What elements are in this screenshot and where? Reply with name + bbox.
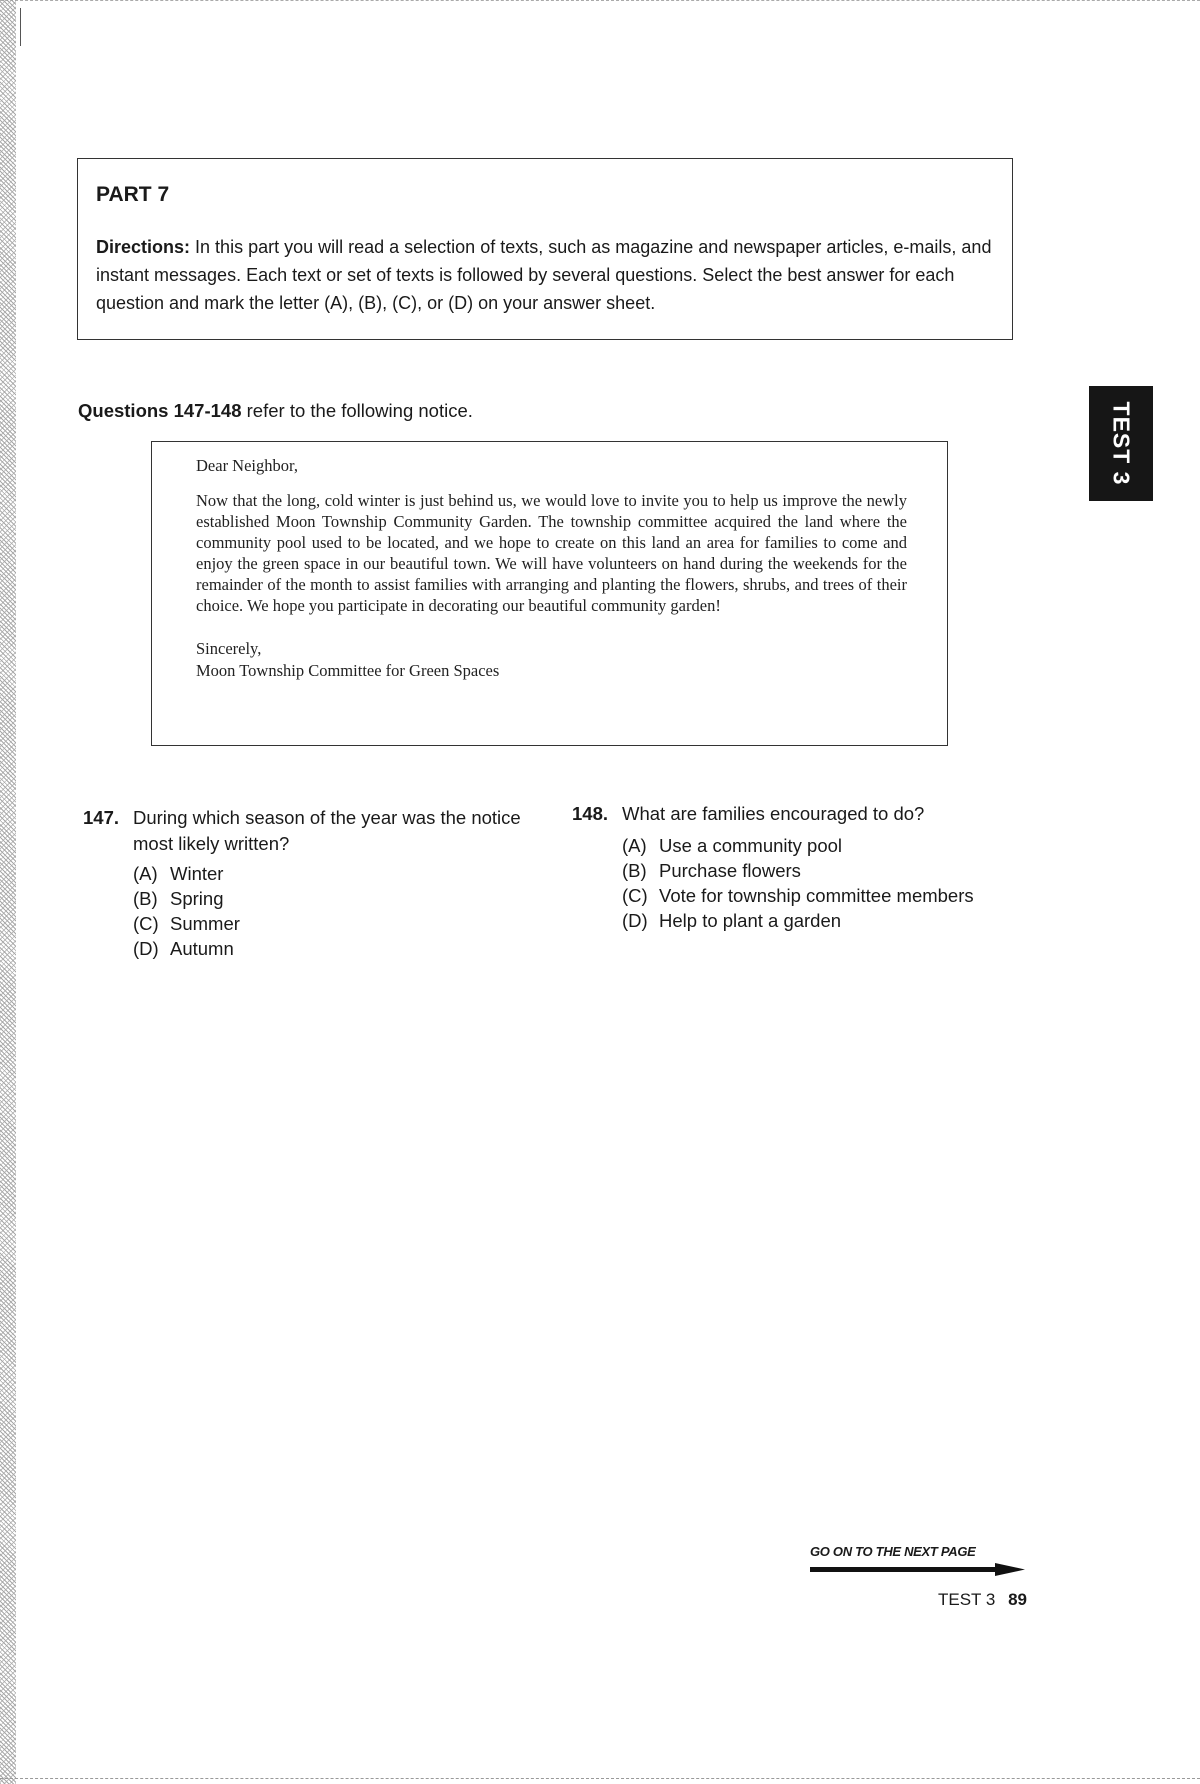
- option-letter: (C): [622, 885, 648, 906]
- notice-signature: Moon Township Committee for Green Spaces: [196, 661, 500, 680]
- right-arrow-icon: [810, 1563, 1025, 1577]
- option-d[interactable]: [622, 908, 1052, 933]
- option-c[interactable]: [622, 883, 1052, 908]
- option-b[interactable]: [622, 858, 1052, 883]
- question-header: [83, 805, 523, 857]
- option-text: Help to plant a garden: [659, 910, 842, 931]
- notice-box: [151, 441, 948, 746]
- part-title: PART 7: [96, 183, 170, 206]
- question-header: [572, 801, 1052, 827]
- next-page-label: GO ON TO THE NEXT PAGE: [810, 1544, 976, 1559]
- questions-range: Questions 147-148: [78, 400, 242, 421]
- notice-closing: [196, 638, 907, 682]
- notice-closing-line: Sincerely,: [196, 639, 262, 658]
- option-a[interactable]: [622, 833, 1052, 858]
- notice-greeting: Dear Neighbor,: [196, 456, 298, 475]
- option-a[interactable]: [133, 861, 523, 886]
- notice-body: Now that the long, cold winter is just behind us, we would love to invite you to help us improve the newly established Moon Township Community Garden. The township committee acquired the land where the community pool used to be located, and we hope to create on this land an area for families to come and enjoy the green space in our beautiful town. We will have volunteers on hand during the weekends for the remainder of the month to assist families with arranging and planting the flowers, shrubs, and trees of their choice. We hope you participate in decorating our beautiful community garden!: [196, 491, 907, 615]
- option-letter: (D): [133, 938, 159, 959]
- test-side-tab-label: TEST 3: [1108, 401, 1135, 486]
- option-letter: (B): [622, 860, 647, 881]
- option-text: Spring: [170, 888, 224, 909]
- page-number: 89: [1008, 1590, 1027, 1609]
- questions-intro-text: refer to the following notice.: [246, 400, 473, 421]
- option-text: Purchase flowers: [659, 860, 801, 881]
- option-letter: (B): [133, 888, 158, 909]
- scan-bottom-edge: [0, 1778, 1200, 1782]
- scan-edge-mark: [20, 8, 21, 46]
- option-c[interactable]: [133, 911, 523, 936]
- directions-paragraph: [96, 233, 996, 317]
- directions-label: Directions:: [96, 237, 191, 257]
- question-text: During which season of the year was the notice most likely written?: [133, 807, 521, 854]
- option-text: Winter: [170, 863, 224, 884]
- next-page-indicator[interactable]: [810, 1544, 1025, 1577]
- part-directions-box: [77, 158, 1013, 340]
- option-letter: (A): [622, 835, 647, 856]
- directions-text: In this part you will read a selection of texts, such as magazine and newspaper articles, e-mails, and instant messages. Each text or set of texts is followed by several questions. Select the best answer for each question and mark the letter (A), (B), (C), or (D) on your answer sheet.: [96, 237, 992, 313]
- scan-left-edge: [0, 0, 16, 1784]
- question-text: What are families encouraged to do?: [622, 803, 925, 824]
- option-text: Autumn: [170, 938, 234, 959]
- option-text: Summer: [170, 913, 240, 934]
- option-letter: (C): [133, 913, 159, 934]
- footer-test-label: TEST 3: [938, 1590, 996, 1609]
- test-side-tab: [1089, 386, 1153, 501]
- answer-options: [622, 833, 1052, 933]
- option-text: Use a community pool: [659, 835, 843, 856]
- questions-intro: [78, 400, 473, 422]
- option-b[interactable]: [133, 886, 523, 911]
- question-number: 148.: [572, 803, 609, 824]
- option-letter: (D): [622, 910, 648, 931]
- page-footer: [938, 1590, 1027, 1610]
- option-text: Vote for township committee members: [659, 885, 974, 906]
- question-number: 147.: [83, 807, 120, 828]
- option-d[interactable]: [133, 936, 523, 961]
- question-148: [572, 801, 1052, 933]
- question-147: [83, 805, 523, 961]
- option-letter: (A): [133, 863, 158, 884]
- scan-top-edge: [0, 0, 1200, 5]
- answer-options: [133, 861, 523, 961]
